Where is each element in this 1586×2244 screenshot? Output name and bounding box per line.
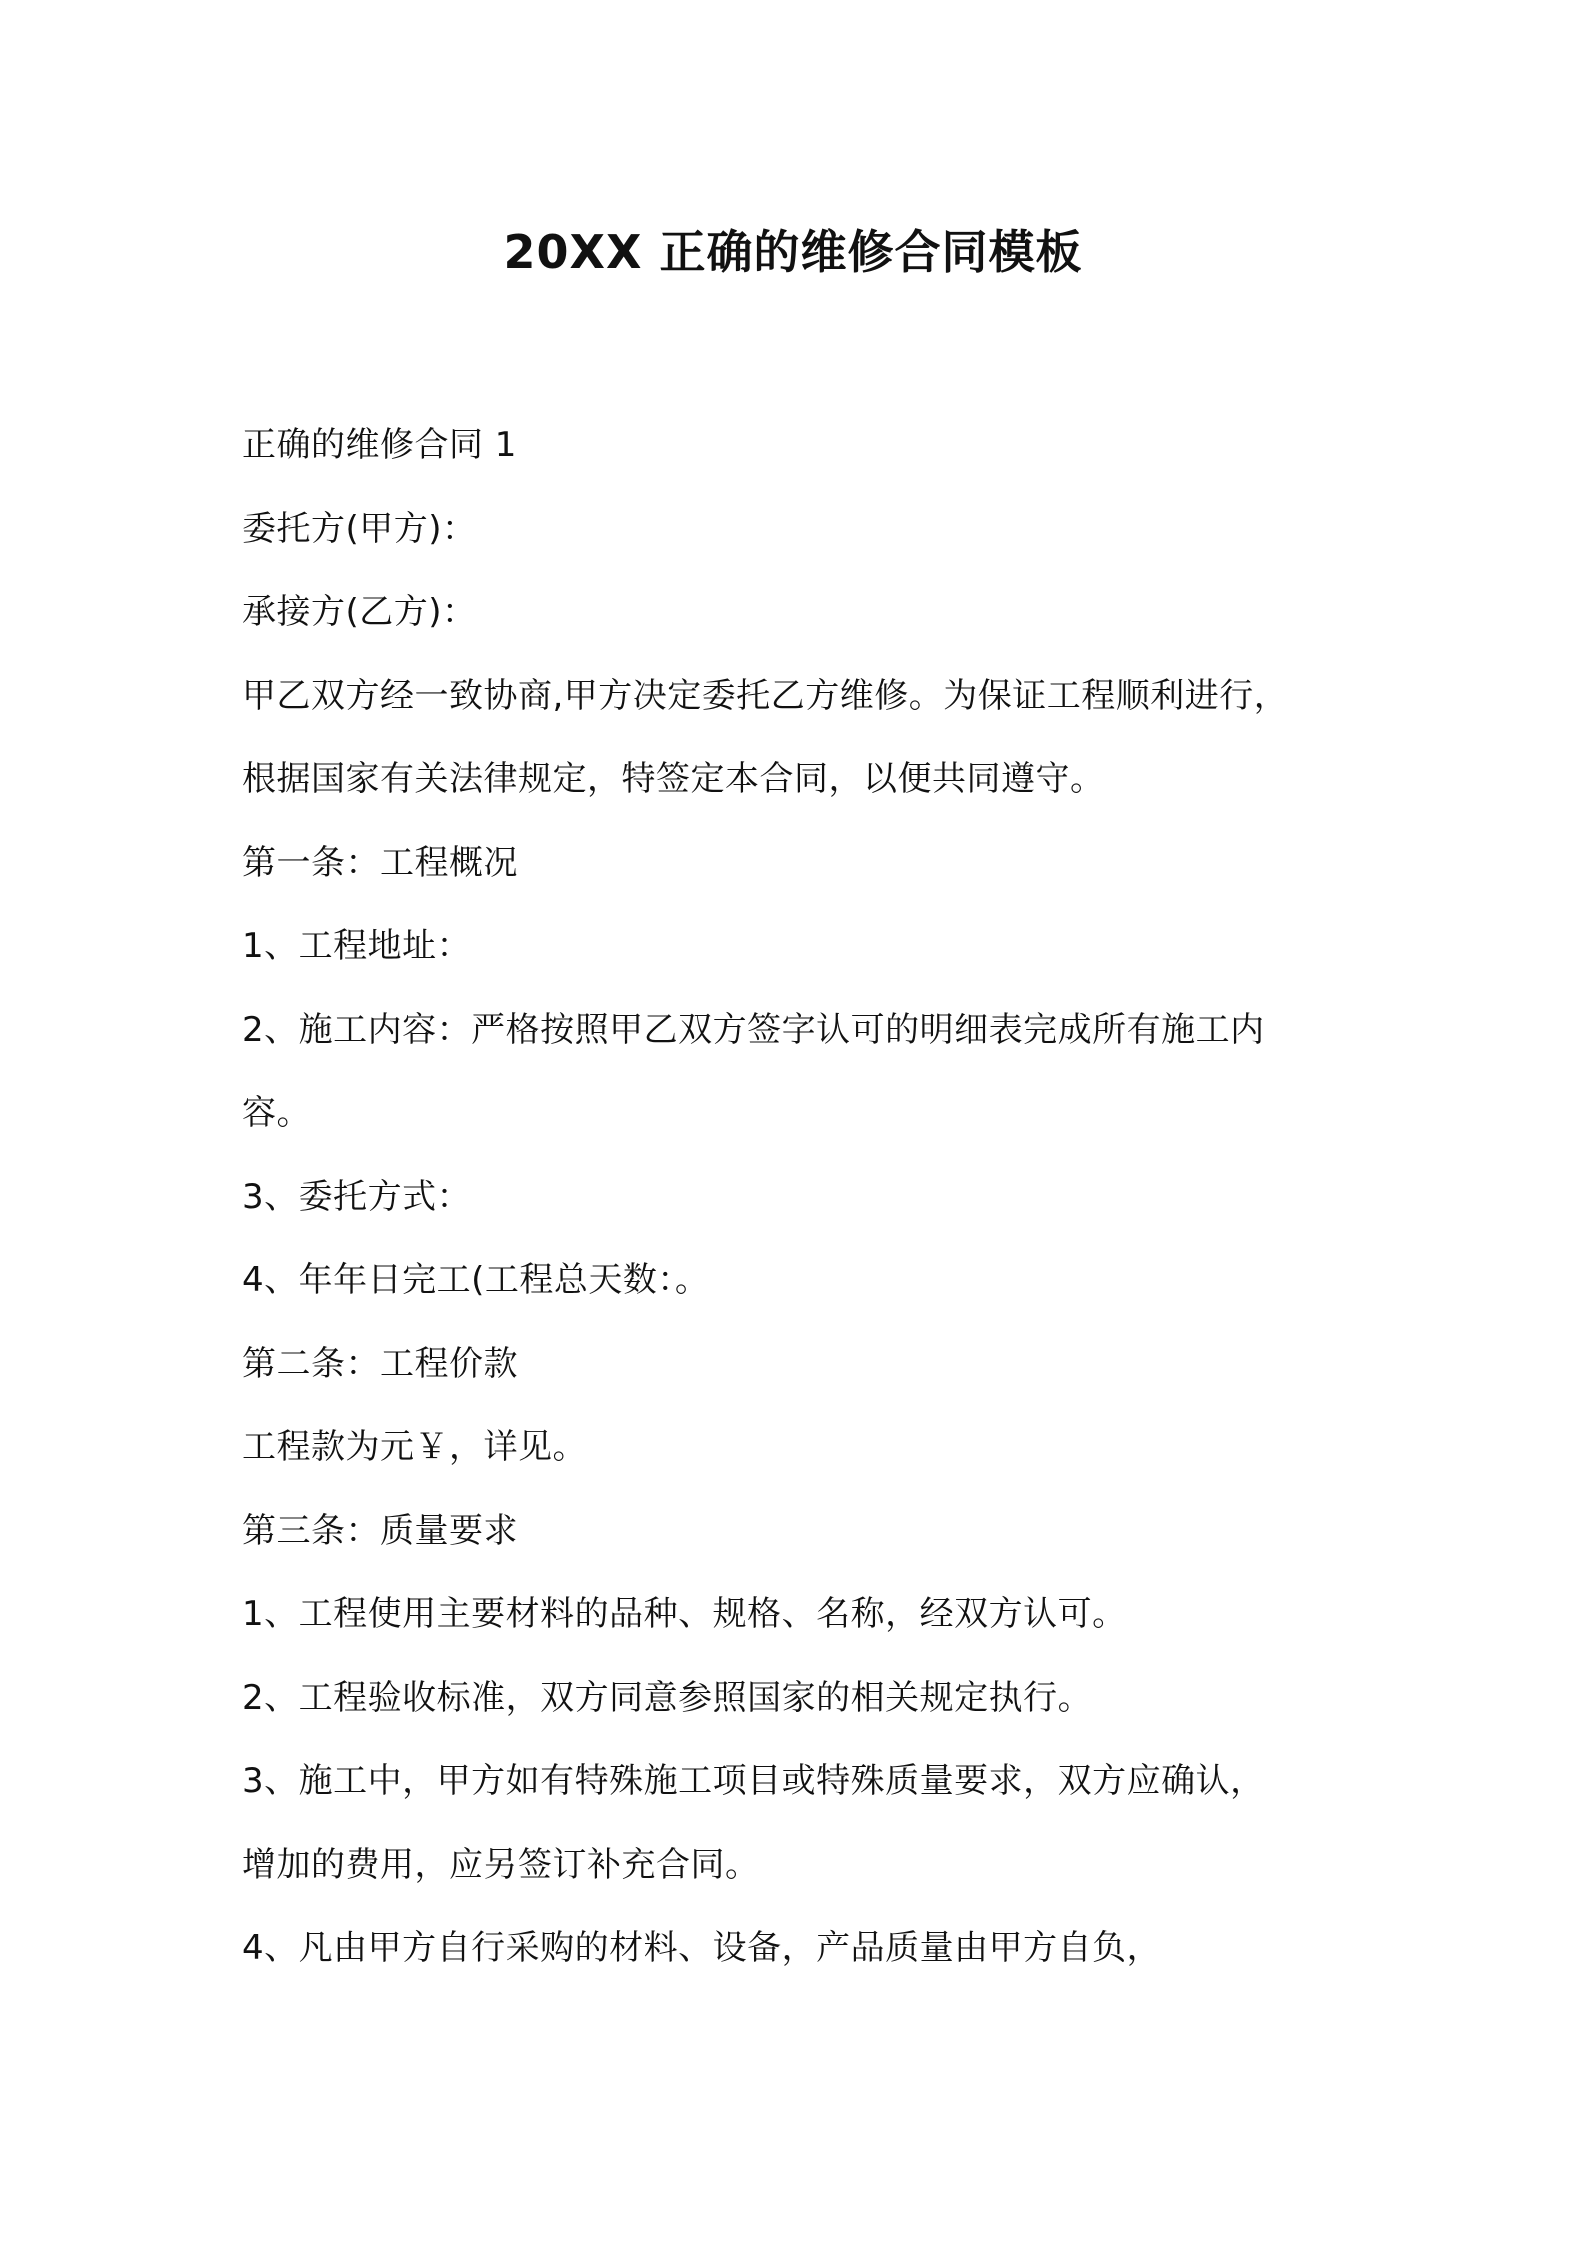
paragraph-line: 4、年年日完工(工程总天数：。 — [242, 1260, 710, 1300]
document-body — [242, 404, 1362, 1991]
paragraph-line: 1、工程地址： — [242, 926, 472, 966]
section-heading: 第二条：工程价款 — [242, 1343, 518, 1384]
paragraph-line: 正确的维修合同 1 — [242, 425, 517, 465]
paragraph-line: 根据国家有关法律规定，特签定本合同，以便共同遵守。 — [242, 759, 1105, 799]
paragraph-line: 4、凡由甲方自行采购的材料、设备，产品质量由甲方自负， — [242, 1928, 1162, 1968]
section-heading: 第一条：工程概况 — [242, 842, 518, 883]
paragraph-line: 工程款为元￥，详见。 — [242, 1427, 587, 1467]
paragraph-line: 1、工程使用主要材料的品种、规格、名称，经双方认可。 — [242, 1594, 1127, 1634]
paragraph-line: 2、施工内容：严格按照甲乙双方签字认可的明细表完成所有施工内 — [242, 1009, 1265, 1050]
paragraph-line: 委托方(甲方)： — [242, 508, 477, 549]
paragraph-line: 3、委托方式： — [242, 1176, 472, 1217]
paragraph-line: 承接方(乙方)： — [242, 592, 477, 632]
paragraph-line: 增加的费用，应另签订补充合同。 — [242, 1844, 760, 1885]
section-heading: 第三条：质量要求 — [242, 1510, 518, 1551]
document-title: 20XX 正确的维修合同模板 — [503, 225, 1083, 279]
paragraph-line: 2、工程验收标准，双方同意参照国家的相关规定执行。 — [242, 1677, 1093, 1718]
paragraph-line: 甲乙双方经一致协商,甲方决定委托乙方维修。为保证工程顺利进行， — [242, 675, 1289, 716]
paragraph-line: 3、施工中，甲方如有特殊施工项目或特殊质量要求，双方应确认， — [242, 1761, 1265, 1801]
paragraph-line: 容。 — [242, 1093, 311, 1133]
